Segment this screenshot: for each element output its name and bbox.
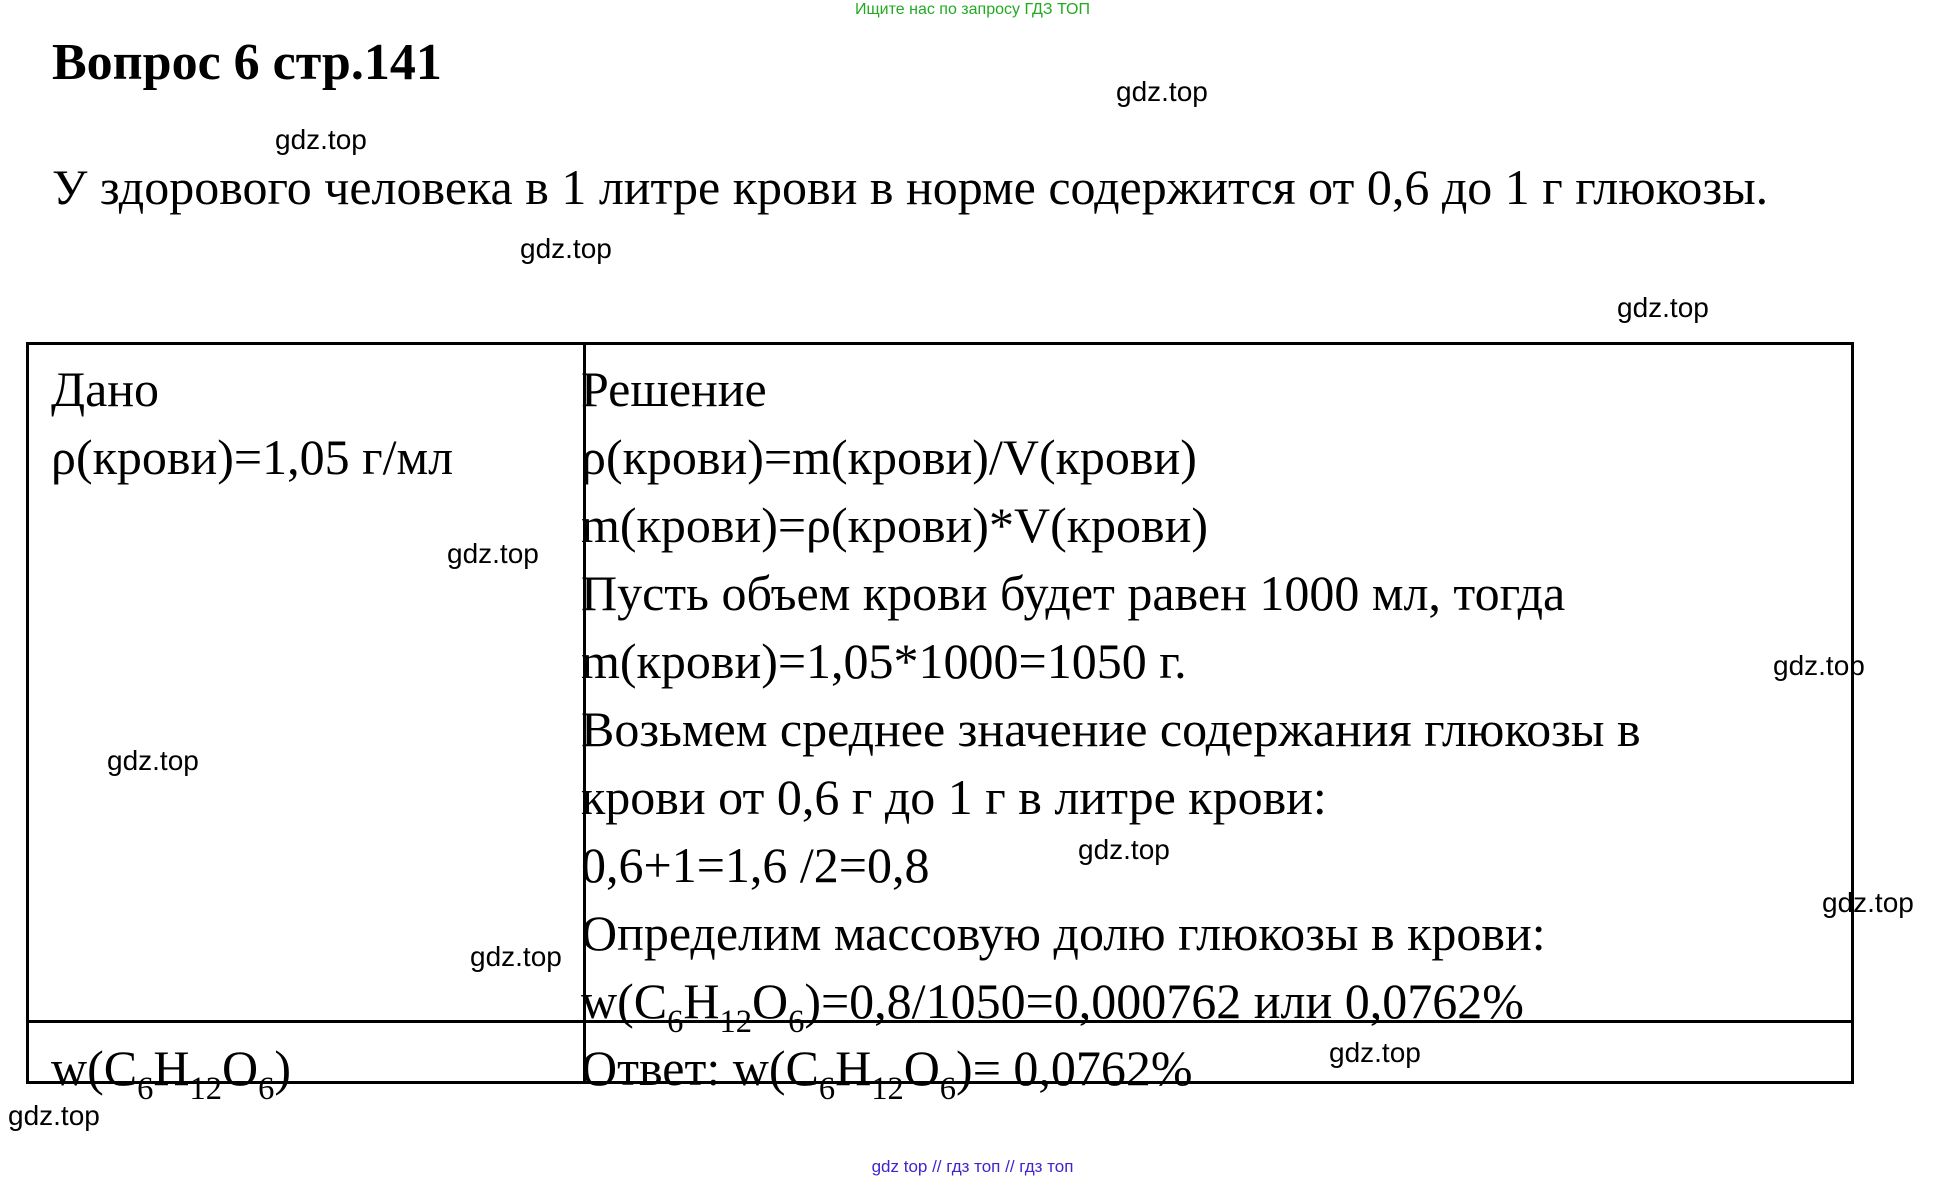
watermark: gdz.top: [1617, 292, 1709, 323]
page-title: Вопрос 6 стр.141: [52, 34, 442, 91]
solution-line: крови от 0,6 г до 1 г в литре крови:: [581, 769, 1327, 825]
watermark: gdz.top: [470, 941, 562, 972]
solution-table: [26, 342, 1854, 1108]
solution-header: Решение: [581, 361, 767, 417]
mass-fraction-formula: $w(C_6H_{12}O_6)=0,8/1050=0,000762$ или 0,0762%: [581, 973, 1524, 1041]
solution-line: m(крови)=1,05*1000=1050 г.: [581, 633, 1187, 689]
watermark: gdz.top: [1822, 887, 1914, 918]
watermark: gdz.top: [1116, 76, 1208, 107]
given-value: ρ(крови)=1,05 г/мл: [51, 429, 454, 485]
solution-line: m(крови)=ρ(крови)*V(крови): [581, 497, 1209, 553]
watermark: gdz.top: [8, 1100, 100, 1131]
watermark: gdz.top: [107, 745, 199, 776]
watermark: gdz.top: [1329, 1037, 1421, 1068]
given-cell: [51, 355, 453, 491]
solution-line: Определим массовую долю глюкозы в крови:: [581, 905, 1546, 961]
solution-line: Пусть объем крови будет равен 1000 мл, тогда: [581, 565, 1566, 621]
find-cell: [51, 1034, 291, 1108]
watermark: gdz.top: [447, 538, 539, 569]
given-header: Дано: [51, 361, 160, 417]
watermark: gdz.top: [275, 124, 367, 155]
solution-line: 0,6+1=1,6 /2=0,8: [581, 837, 930, 893]
solution-line: Возьмем среднее значение содержания глюкозы в: [581, 701, 1641, 757]
watermark: gdz.top: [1773, 650, 1865, 681]
problem-statement: У здорового человека в 1 литре крови в норме содержится от 0,6 до 1 г глюкозы.: [52, 159, 1769, 215]
footer-watermark: gdz top // гдз топ // гдз топ: [871, 1157, 1074, 1176]
solution-line: ρ(крови)=m(крови)/V(крови): [581, 429, 1197, 485]
solution-cell: [581, 355, 1641, 1041]
answer-formula: Ответ: $w(C_6H_{12}O_6)= 0,0762\%$: [581, 1040, 1193, 1108]
top-banner: Ищите нас по запросу ГДЗ ТОП: [855, 1, 1090, 18]
watermark: gdz.top: [520, 233, 612, 264]
answer-cell: [581, 1034, 1193, 1108]
find-formula: $w(C_6H_{12}O_6)$: [51, 1040, 291, 1108]
watermark: gdz.top: [1078, 834, 1170, 865]
